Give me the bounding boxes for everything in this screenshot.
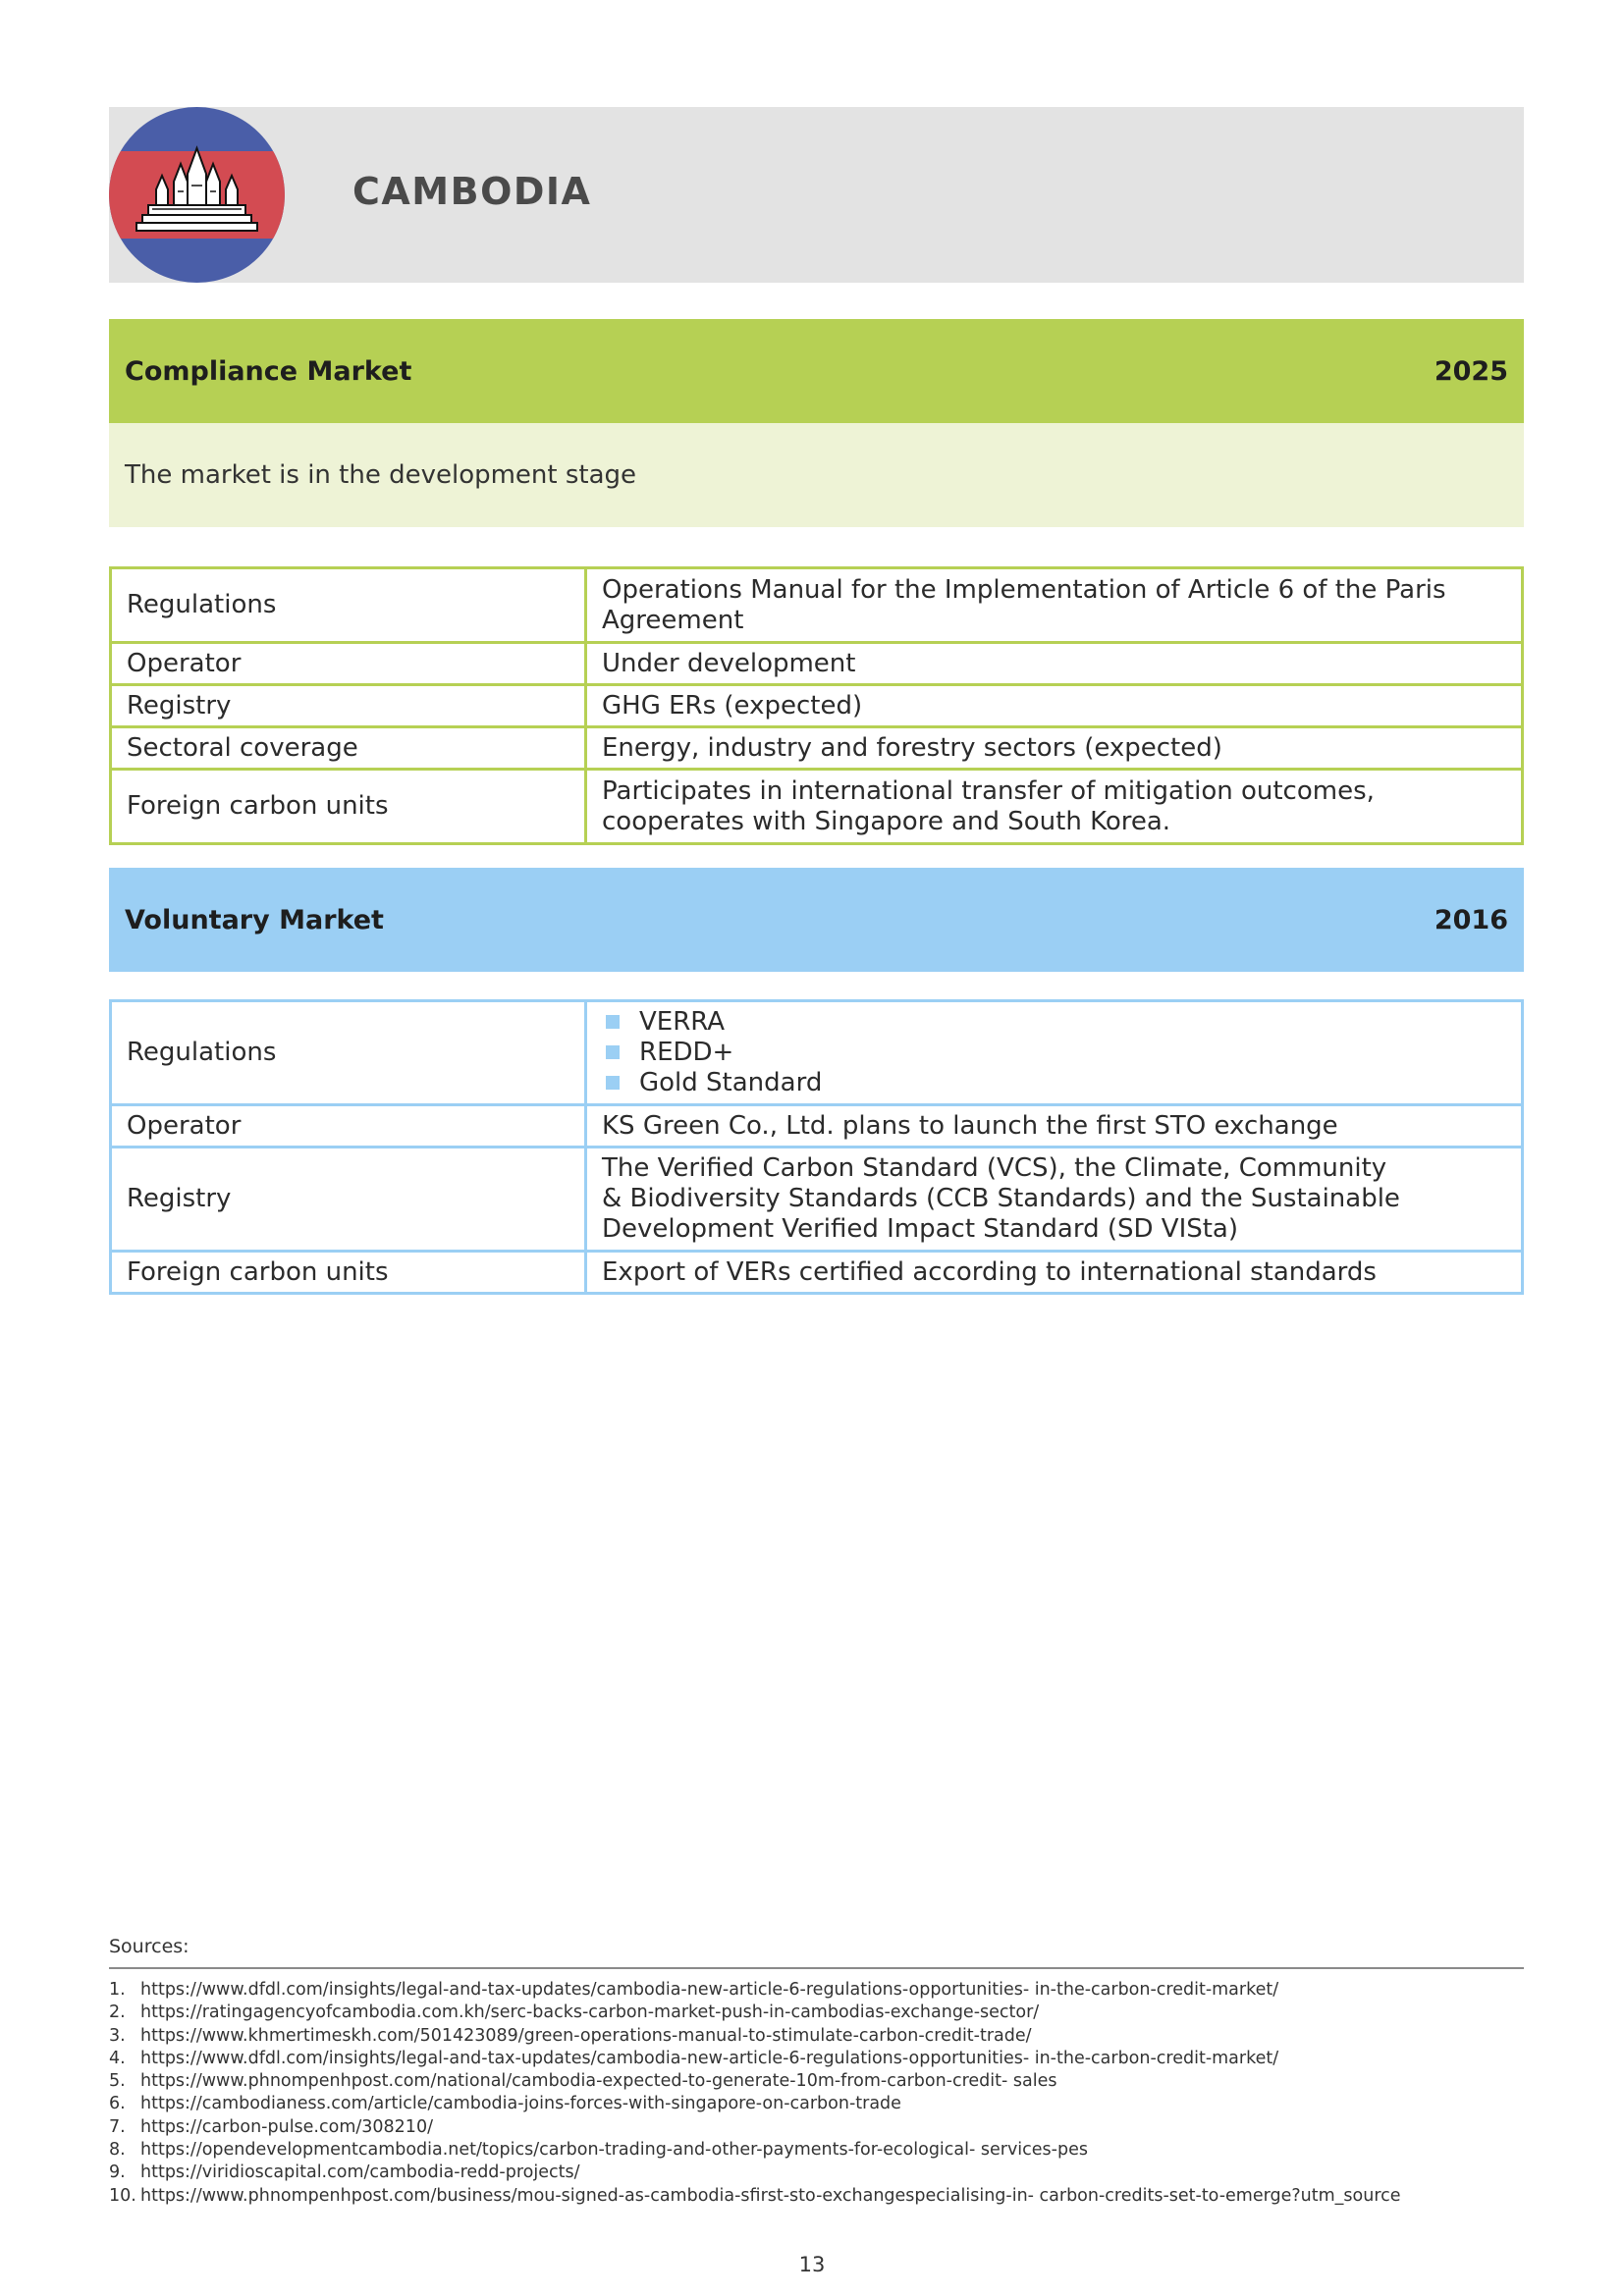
- row-value: Operations Manual for the Implementation of Article 6 of the Paris Agreement: [586, 568, 1523, 643]
- row-value: Energy, industry and forestry sectors (expected): [586, 727, 1523, 770]
- sources-label: Sources:: [109, 1936, 189, 1957]
- compliance-market-note: [109, 423, 1524, 527]
- compliance-market-header: [109, 319, 1524, 423]
- row-key: Registry: [111, 685, 586, 727]
- list-item: VERRA: [602, 1007, 1506, 1038]
- source-item: 5. https://www.phnompenhpost.com/national/cambodia-expected-to-generate-10m-from-carbon-credit- sales: [109, 2071, 1057, 2092]
- source-item: 1. https://www.dfdl.com/insights/legal-and-tax-updates/cambodia-new-article-6-regulations-opportunities- in-the-carbon-credit-market/: [109, 1980, 1279, 2000]
- source-item: 2. https://ratingagencyofcambodia.com.kh/serc-backs-carbon-market-push-in-cambodias-exchange-sector/: [109, 2002, 1040, 2023]
- voluntary-market-table: [109, 999, 1524, 1295]
- country-header-band: [109, 107, 1524, 283]
- bullet-square-icon: [606, 1015, 620, 1029]
- row-value: KS Green Co., Ltd. plans to launch the first STO exchange: [586, 1105, 1523, 1148]
- table-row: [111, 1252, 1523, 1294]
- row-value: GHG ERs (expected): [586, 685, 1523, 727]
- source-link[interactable]: https://www.dfdl.com/insights/legal-and-tax-updates/cambodia-new-article-6-regulations-opportunities- in-the-carbon-credit-market/: [140, 2048, 1279, 2068]
- source-link[interactable]: https://viridioscapital.com/cambodia-redd-projects/: [140, 2163, 580, 2183]
- compliance-market-year: 2025: [1434, 355, 1508, 387]
- list-item: REDD+: [602, 1038, 1506, 1068]
- row-value: [586, 1148, 1523, 1252]
- source-item: 6. https://cambodianess.com/article/cambodia-joins-forces-with-singapore-on-carbon-trade: [109, 2094, 901, 2114]
- row-key: Foreign carbon units: [111, 770, 586, 844]
- table-row: [111, 1148, 1523, 1252]
- compliance-market-title: Compliance Market: [125, 355, 412, 387]
- source-link[interactable]: https://carbon-pulse.com/308210/: [140, 2116, 433, 2137]
- table-row: [111, 568, 1523, 643]
- table-row: [111, 727, 1523, 770]
- table-row: [111, 643, 1523, 685]
- source-link[interactable]: https://opendevelopmentcambodia.net/topics/carbon-trading-and-other-payments-for-ecological- services-pes: [140, 2140, 1088, 2161]
- regulations-list: [602, 1007, 1506, 1098]
- flag-graphic: [109, 107, 285, 283]
- table-row: [111, 1105, 1523, 1148]
- bullet-square-icon: [606, 1045, 620, 1059]
- row-value: Under development: [586, 643, 1523, 685]
- table-row: [111, 770, 1523, 844]
- bullet-square-icon: [606, 1076, 620, 1090]
- voluntary-market-header: [109, 868, 1524, 972]
- country-title: CAMBODIA: [352, 170, 592, 213]
- source-link[interactable]: https://www.phnompenhpost.com/business/mou-signed-as-cambodia-sfirst-sto-exchangespecialising-in- carbon-credits-set-to-emerge?utm_source: [140, 2185, 1401, 2206]
- sources-list: [109, 1979, 1524, 2208]
- row-key: Regulations: [111, 568, 586, 643]
- source-link[interactable]: https://www.phnompenhpost.com/national/cambodia-expected-to-generate-10m-from-carbon-credit- sales: [140, 2071, 1057, 2092]
- row-key: Regulations: [111, 1001, 586, 1105]
- voluntary-market-year: 2016: [1434, 904, 1508, 935]
- row-key: Registry: [111, 1148, 586, 1252]
- source-item: 7. https://carbon-pulse.com/308210/: [109, 2116, 433, 2137]
- source-link[interactable]: https://www.khmertimeskh.com/501423089/green-operations-manual-to-stimulate-carbon-credit-trade/: [140, 2025, 1032, 2046]
- source-item: 3. https://www.khmertimeskh.com/501423089/green-operations-manual-to-stimulate-carbon-credit-trade/: [109, 2025, 1032, 2046]
- voluntary-market-title: Voluntary Market: [125, 904, 384, 935]
- source-link[interactable]: https://ratingagencyofcambodia.com.kh/serc-backs-carbon-market-push-in-cambodias-exchange-sector/: [140, 2002, 1040, 2023]
- row-value: Export of VERs certified according to international standards: [586, 1252, 1523, 1294]
- table-row: [111, 1001, 1523, 1105]
- row-key: Operator: [111, 1105, 586, 1148]
- compliance-note-text: The market is in the development stage: [125, 460, 637, 490]
- source-item: 10. https://www.phnompenhpost.com/business/mou-signed-as-cambodia-sfirst-sto-exchangespecialising-in- carbon-credits-set-to-emerge?utm_source: [109, 2185, 1401, 2206]
- row-key: Sectoral coverage: [111, 727, 586, 770]
- page-number: 13: [798, 2253, 826, 2276]
- source-link[interactable]: https://www.dfdl.com/insights/legal-and-tax-updates/cambodia-new-article-6-regulations-opportunities- in-the-carbon-credit-market/: [140, 1980, 1279, 2000]
- cambodia-flag-icon: [109, 107, 285, 283]
- row-value: Participates in international transfer of mitigation outcomes, cooperates with Singapore and South Korea.: [586, 770, 1523, 844]
- source-item: 9. https://viridioscapital.com/cambodia-redd-projects/: [109, 2163, 580, 2183]
- sources-divider: [109, 1967, 1524, 1969]
- row-value: [586, 1001, 1523, 1105]
- row-key: Operator: [111, 643, 586, 685]
- source-link[interactable]: https://cambodianess.com/article/cambodia-joins-forces-with-singapore-on-carbon-trade: [140, 2094, 901, 2114]
- source-item: 4. https://www.dfdl.com/insights/legal-and-tax-updates/cambodia-new-article-6-regulations-opportunities- in-the-carbon-credit-market/: [109, 2048, 1279, 2068]
- list-item: Gold Standard: [602, 1068, 1506, 1098]
- compliance-market-table: [109, 566, 1524, 845]
- registry-text: The Verified Carbon Standard (VCS), the Climate, Community & Biodiversity Standards (CCB Standards) and the Sustainable Development Verified Impact Standard (SD VISta): [602, 1153, 1400, 1244]
- row-key: Foreign carbon units: [111, 1252, 586, 1294]
- source-item: 8. https://opendevelopmentcambodia.net/topics/carbon-trading-and-other-payments-for-ecological- services-pes: [109, 2140, 1088, 2161]
- table-row: [111, 685, 1523, 727]
